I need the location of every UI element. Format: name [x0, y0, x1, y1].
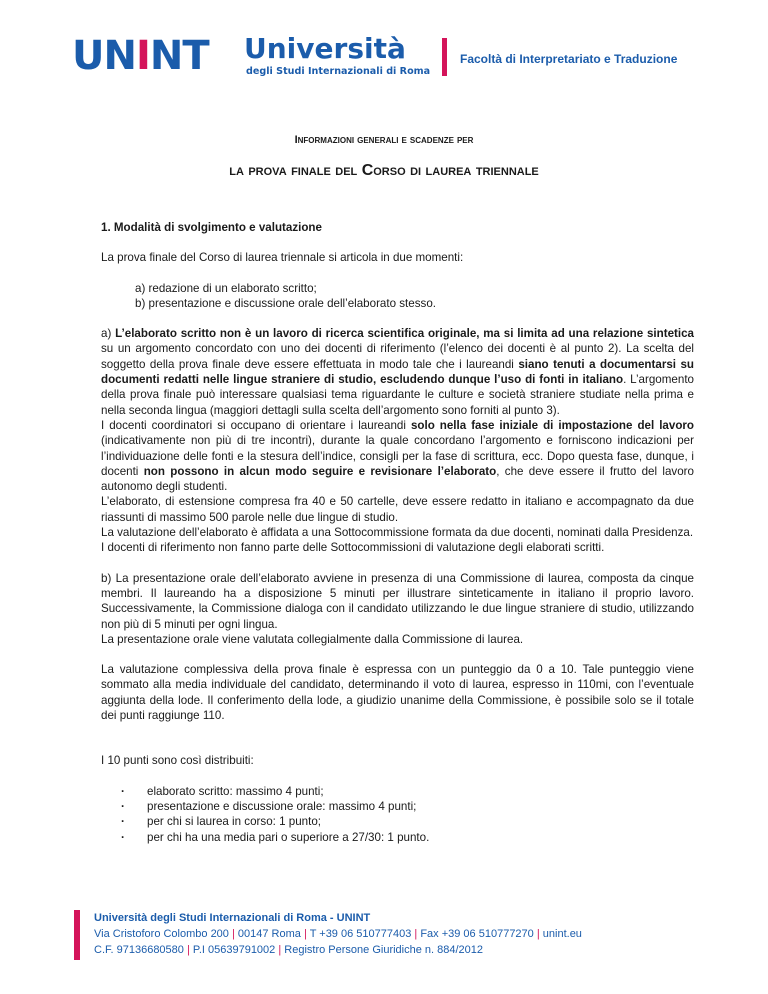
letterhead [72, 34, 702, 84]
paragraph-estensione: L’elaborato, di estensione compresa fra 40 e 50 cartelle, deve essere redatto in italiano e accompagnato da due riassunti di massimo 500 parole nelle due lingue di studio. [101, 495, 694, 524]
document-title: la prova finale del Corso di laurea triennale [229, 162, 539, 179]
paragraph-sottocommissione: La valutazione dell’elaborato è affidata a una Sottocommissione formata da due docenti, nominati dalla Presidenza. [101, 526, 694, 540]
document-body [101, 220, 694, 845]
section-heading: 1. Modalità di svolgimento e valutazione [101, 221, 322, 234]
logo-subtitle: degli Studi Internazionali di Roma [246, 66, 431, 77]
paragraph-coordinatori: I docenti coordinatori si occupano di orientare i laureandi solo nella fase iniziale di impostazione del lavoro (indicativamente non più di tre incontri), durante la quale concordano l’argomento e forniscono indicazioni per l’individuazione delle fonti e la stesura dell’indice, consigli per la fase di scrittura, ecc. Dopo questa fase, dunque, i docenti non possono in alcun modo seguire e revisionare l’elaborato, che deve essere il frutto del lavoro autonomo degli studenti. [101, 418, 695, 494]
logo-universita: Università [244, 32, 406, 65]
footer-contacts: Via Cristoforo Colombo 200 | 00147 Roma | T +39 06 510777403 | Fax +39 06 510777270 | unint.eu [94, 928, 582, 940]
logo-divider [442, 38, 447, 76]
points-list [121, 784, 694, 845]
list-item: · elaborato scritto: massimo 4 punti; [121, 784, 694, 799]
footer-website-link[interactable]: unint.eu [542, 928, 582, 940]
paragraph-presentazione: b) La presentazione orale dell’elaborato avviene in presenza di una Commissione di laurea, composta da cinque membri. Il laureando ha a disposizione 5 minuti per illustrare sinteticamente in italiano il proprio lavoro. Successivamente, la Commissione dialoga con il candidato utilizzando le due lingue straniere di studio, utilizzando non più di 5 minuti per ogni lingua. [101, 571, 694, 631]
faculty-name: Facoltà di Interpretariato e Traduzione [460, 52, 678, 66]
paragraph-valutazione-orale: La presentazione orale viene valutata collegialmente dalla Commissione di laurea. [101, 632, 524, 646]
unint-logo: UNINT [72, 33, 209, 79]
list-item: · per chi si laurea in corso: 1 punto; [121, 814, 694, 829]
section-intro: La prova finale del Corso di laurea triennale si articola in due momenti: [101, 251, 464, 265]
points-intro: I 10 punti sono così distribuiti: [101, 754, 254, 768]
paragraph-docenti: I docenti di riferimento non fanno parte delle Sottocommissioni di valutazione degli elaborati scritti. [101, 541, 605, 555]
list-item: · presentazione e discussione orale: massimo 4 punti; [121, 799, 694, 814]
paragraph-valutazione: La valutazione complessiva della prova finale è espressa con un punteggio da 0 a 10. Tale punteggio viene sommato alla media individuale del candidato, determinando il voto di laurea, espresso in 110mi, con l’eventuale aggiunta della lode. Il conferimento della lode, a giudizio unanime della Commissione, è possibile solo se il totale dei punti raggiunge 110. [101, 663, 694, 723]
page-footer [74, 910, 714, 958]
list-item: a) redazione di un elaborato scritto; [135, 281, 317, 295]
paragraph-elaborato: a) L’elaborato scritto non è un lavoro di ricerca scientifica originale, ma si limita ad una relazione sintetica su un argomento concordato con uno dei docenti di riferimento (l’elenco dei docenti è al punto 2). La scelta del soggetto della prova finale deve essere effettuata in modo tale che i laureandi siano tenuti a documentarsi su documenti redatti nelle lingue straniere di studio, escludendo dunque l’uso di fonti in italiano. L’argomento della prova finale può interessare qualsiasi tema riguardante le culture e società straniere studiate nella prima e nella seconda lingua (maggiori dettagli sulla scelta dell’argomento sono forniti al punto 3). [101, 327, 694, 417]
document-subtitle: Informazioni generali e scadenze per [294, 134, 474, 146]
footer-institution: Università degli Studi Internazionali di Roma - UNINT [94, 912, 371, 924]
phases-list [121, 281, 694, 312]
footer-registry: C.F. 97136680580 | P.I 05639791002 | Registro Persone Giuridiche n. 884/2012 [94, 944, 484, 956]
list-item: b) presentazione e discussione orale dell’elaborato stesso. [135, 296, 436, 310]
list-item: · per chi ha una media pari o superiore a 27/30: 1 punto. [121, 830, 694, 845]
footer-accent-bar [74, 910, 80, 960]
